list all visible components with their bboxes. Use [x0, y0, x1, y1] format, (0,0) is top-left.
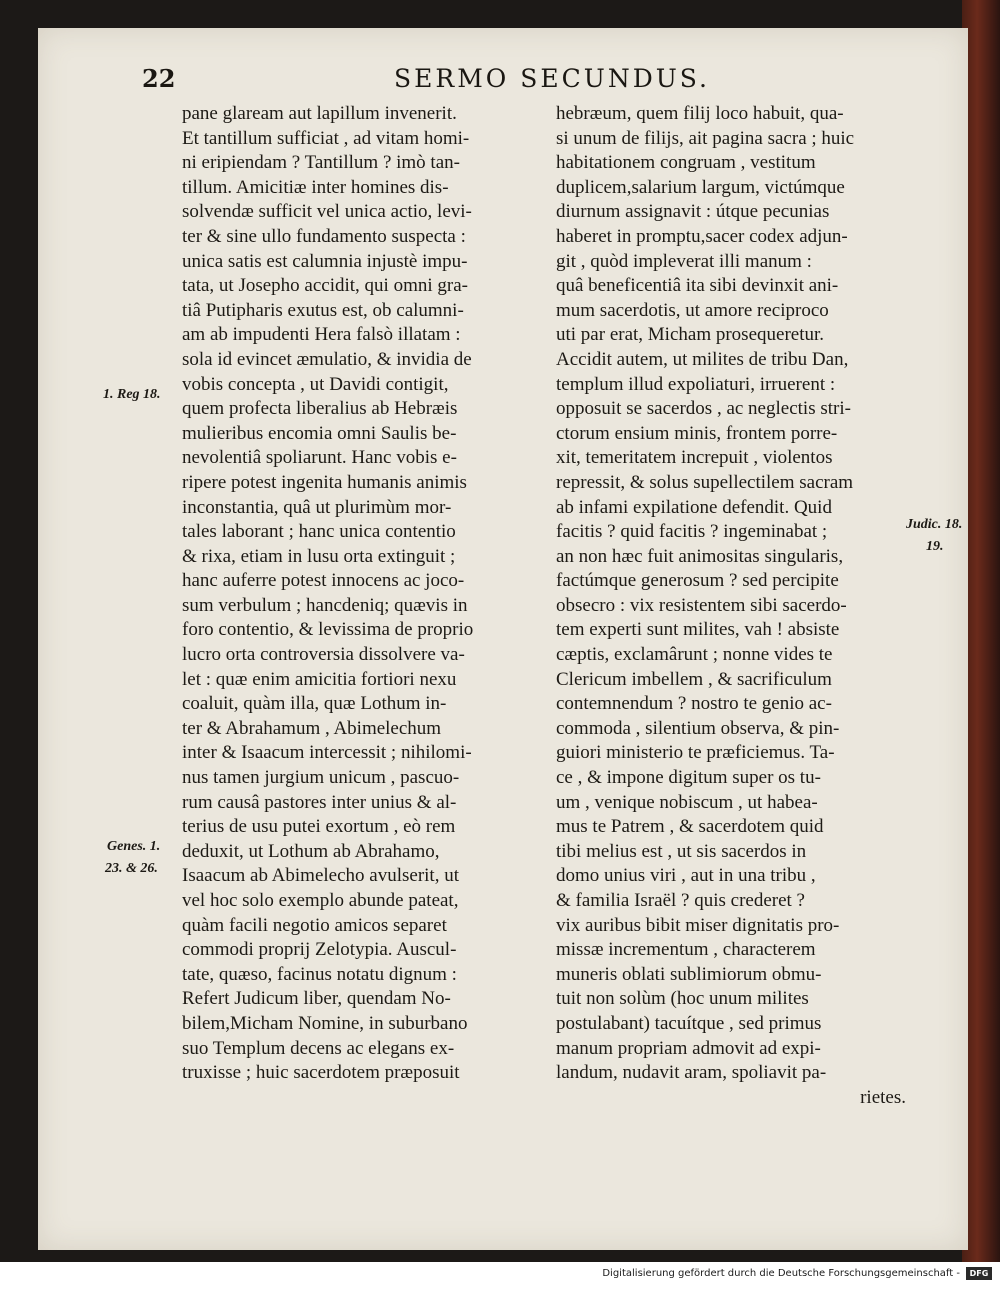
text-line: sum verbulum ; hancdeniq; quævis in	[182, 594, 468, 616]
page-header	[142, 62, 952, 102]
margin-note-judic-1: Judic. 18.	[906, 517, 963, 532]
text-line: mum sacerdotis, ut amore reciproco	[556, 299, 829, 321]
text-line: commoda , silentium observa, & pin-	[556, 717, 840, 739]
text-line: quàm facili negotio amicos separet	[182, 914, 447, 936]
text-line: postulabant) tacuítque , sed primus	[556, 1012, 822, 1034]
text-line: rietes.	[860, 1086, 906, 1108]
text-line: vel hoc solo exemplo abunde pateat,	[182, 890, 459, 911]
text-line: solvendæ sufficit vel unica actio, levi-	[182, 201, 472, 223]
text-line: commodi proprij Zelotypia. Auscul-	[182, 939, 457, 961]
text-line: vix auribus bibit miser dignitatis pro-	[556, 914, 840, 936]
text-line: haberet in promptu,sacer codex adjun-	[556, 225, 848, 247]
text-line: domo unius viri , aut in una tribu ,	[556, 865, 816, 887]
text-line: ni eripiendam ? Tantillum ? imò tan-	[182, 152, 460, 174]
text-line: & familia Israël ? quis crederet ?	[556, 890, 805, 911]
text-line: foro contentio, & levissima de proprio	[182, 619, 474, 641]
text-line: tiâ Putipharis exutus est, ob calumni-	[182, 299, 464, 321]
funding-credit: Digitalisierung gefördert durch die Deutsche Forschungsgemeinschaft -	[602, 1268, 960, 1279]
text-line: coaluit, quàm illa, quæ Lothum in-	[182, 693, 447, 715]
text-line: tibi melius est , ut sis sacerdos in	[556, 840, 807, 862]
text-line: muneris oblati sublimiorum obmu-	[556, 963, 822, 985]
text-line: tales laborant ; hanc unica contentio	[182, 521, 456, 543]
text-line: repressit, & solus supellectilem sacram	[556, 471, 854, 493]
text-line: quem profecta liberalius ab Hebræis	[182, 398, 458, 420]
text-line: tuit non solùm (hoc unum milites	[556, 988, 809, 1010]
text-line: let : quæ enim amicitia fortiori nexu	[182, 668, 457, 690]
text-line: ce , & impone digitum super os tu-	[556, 767, 821, 789]
text-line: suo Templum decens ac elegans ex-	[182, 1037, 455, 1059]
text-line: ripere potest ingenita humanis animis	[182, 471, 467, 493]
text-line: obsecro : vix resistentem sibi sacerdo-	[556, 594, 847, 616]
text-line: ctorum ensium minis, frontem porre-	[556, 422, 838, 444]
margin-note-genesis-1: Genes. 1.	[107, 839, 161, 854]
text-line: rum causâ pastores inter unius & al-	[182, 791, 457, 813]
text-line: factúmque generosum ? sed percipite	[556, 570, 839, 592]
text-line: git , quòd impleverat illi manum :	[556, 250, 812, 272]
text-line: unica satis est calumnia injustè impu-	[182, 250, 468, 272]
text-line: ab infami expilatione defendit. Quid	[556, 496, 832, 518]
text-line: terius de usu putei exortum , eò rem	[182, 816, 456, 838]
text-line: ter & sine ullo fundamento suspecta :	[182, 225, 466, 247]
text-line: xit, temeritatem increpuit , violentos	[556, 447, 833, 469]
text-line: sola id evincet æmulatio, & invidia de	[182, 348, 472, 370]
margin-note-reg: 1. Reg 18.	[103, 387, 161, 402]
text-line: inconstantia, quâ ut plurimùm mor-	[182, 496, 452, 518]
text-line: tate, quæso, facinus notatu dignum :	[182, 963, 457, 985]
text-line: templum illud expoliaturi, irruerent :	[556, 373, 836, 395]
text-line: Clericum imbellem , & sacrificulum	[556, 668, 832, 690]
text-line: mus te Patrem , & sacerdotem quid	[556, 816, 824, 838]
text-line: missæ incrementum , characterem	[556, 939, 816, 961]
text-line: tillum. Amicitiæ inter homines dis-	[182, 176, 449, 198]
text-line: tem experti sunt milites, vah ! absiste	[556, 619, 840, 641]
running-head: SERMO SECUNDUS.	[394, 64, 710, 93]
text-line: si unum de filijs, ait pagina sacra ; huic	[556, 127, 855, 149]
text-line: hanc auferre potest innocens ac joco-	[182, 570, 465, 592]
footer-bar	[0, 1262, 1000, 1289]
text-line: hebræum, quem filij loco habuit, qua-	[556, 103, 844, 124]
text-line: mulieribus encomia omni Saulis be-	[182, 422, 457, 444]
text-line: landum, nudavit aram, spoliavit pa-	[556, 1062, 827, 1084]
text-line: deduxit, ut Lothum ab Abrahamo,	[182, 840, 440, 862]
text-line: nus tamen jurgium unicum , pascuo-	[182, 767, 460, 789]
text-line: uti par erat, Micham prosequeretur.	[556, 324, 825, 346]
text-line: lucro orta controversia dissolvere va-	[182, 644, 465, 666]
left-text-column	[182, 102, 544, 1086]
right-text-column	[556, 102, 906, 1110]
text-line: nevolentiâ spoliarunt. Hanc vobis e-	[182, 447, 457, 469]
text-line: truxisse ; huic sacerdotem præposuit	[182, 1062, 460, 1084]
text-line: pane glaream aut lapillum invenerit.	[182, 103, 457, 124]
text-line: quâ beneficentiâ ita sibi devinxit ani-	[556, 275, 839, 297]
text-line: diurnum assignavit : útque pecunias	[556, 201, 830, 223]
text-line: Et tantillum sufficiat , ad vitam homi-	[182, 127, 470, 149]
text-line: bilem,Micham Nomine, in suburbano	[182, 1012, 468, 1034]
text-line: opposuit se sacerdos , ac neglectis stri-	[556, 398, 851, 420]
text-line: cæptis, exclamârunt ; nonne vides te	[556, 644, 833, 666]
text-line: Isaacum ab Abimelecho avulserit, ut	[182, 865, 459, 887]
text-line: Accidit autem, ut milites de tribu Dan,	[556, 348, 849, 370]
text-line: um , venique nobiscum , ut habea-	[556, 791, 818, 813]
text-line: duplicem,salarium largum, victúmque	[556, 176, 845, 198]
margin-note-genesis-2: 23. & 26.	[105, 861, 158, 876]
margin-note-judic-2: 19.	[926, 539, 944, 554]
page-number: 22	[142, 64, 176, 93]
text-line: & rixa, etiam in lusu orta extinguit ;	[182, 545, 456, 567]
text-line: vobis concepta , ut Davidi contigit,	[182, 373, 449, 395]
dfg-logo: DFG	[966, 1267, 992, 1280]
text-line: Refert Judicum liber, quendam No-	[182, 988, 451, 1010]
text-line: contemnendum ? nostro te genio ac-	[556, 693, 832, 715]
text-line: manum propriam admovit ad expi-	[556, 1037, 821, 1059]
text-line: am ab impudenti Hera falsò illatam :	[182, 324, 461, 346]
text-line: ter & Abrahamum , Abimelechum	[182, 717, 442, 739]
text-line: tata, ut Josepho accidit, qui omni gra-	[182, 275, 468, 297]
text-line: facitis ? quid facitis ? ingeminabat ;	[556, 521, 828, 543]
text-line: guiori ministerio te præficiemus. Ta-	[556, 742, 835, 764]
text-line: habitationem congruam , vestitum	[556, 152, 816, 174]
text-line: inter & Isaacum intercessit ; nihilomi-	[182, 742, 472, 764]
text-line: an non hæc fuit animositas singularis,	[556, 545, 844, 567]
